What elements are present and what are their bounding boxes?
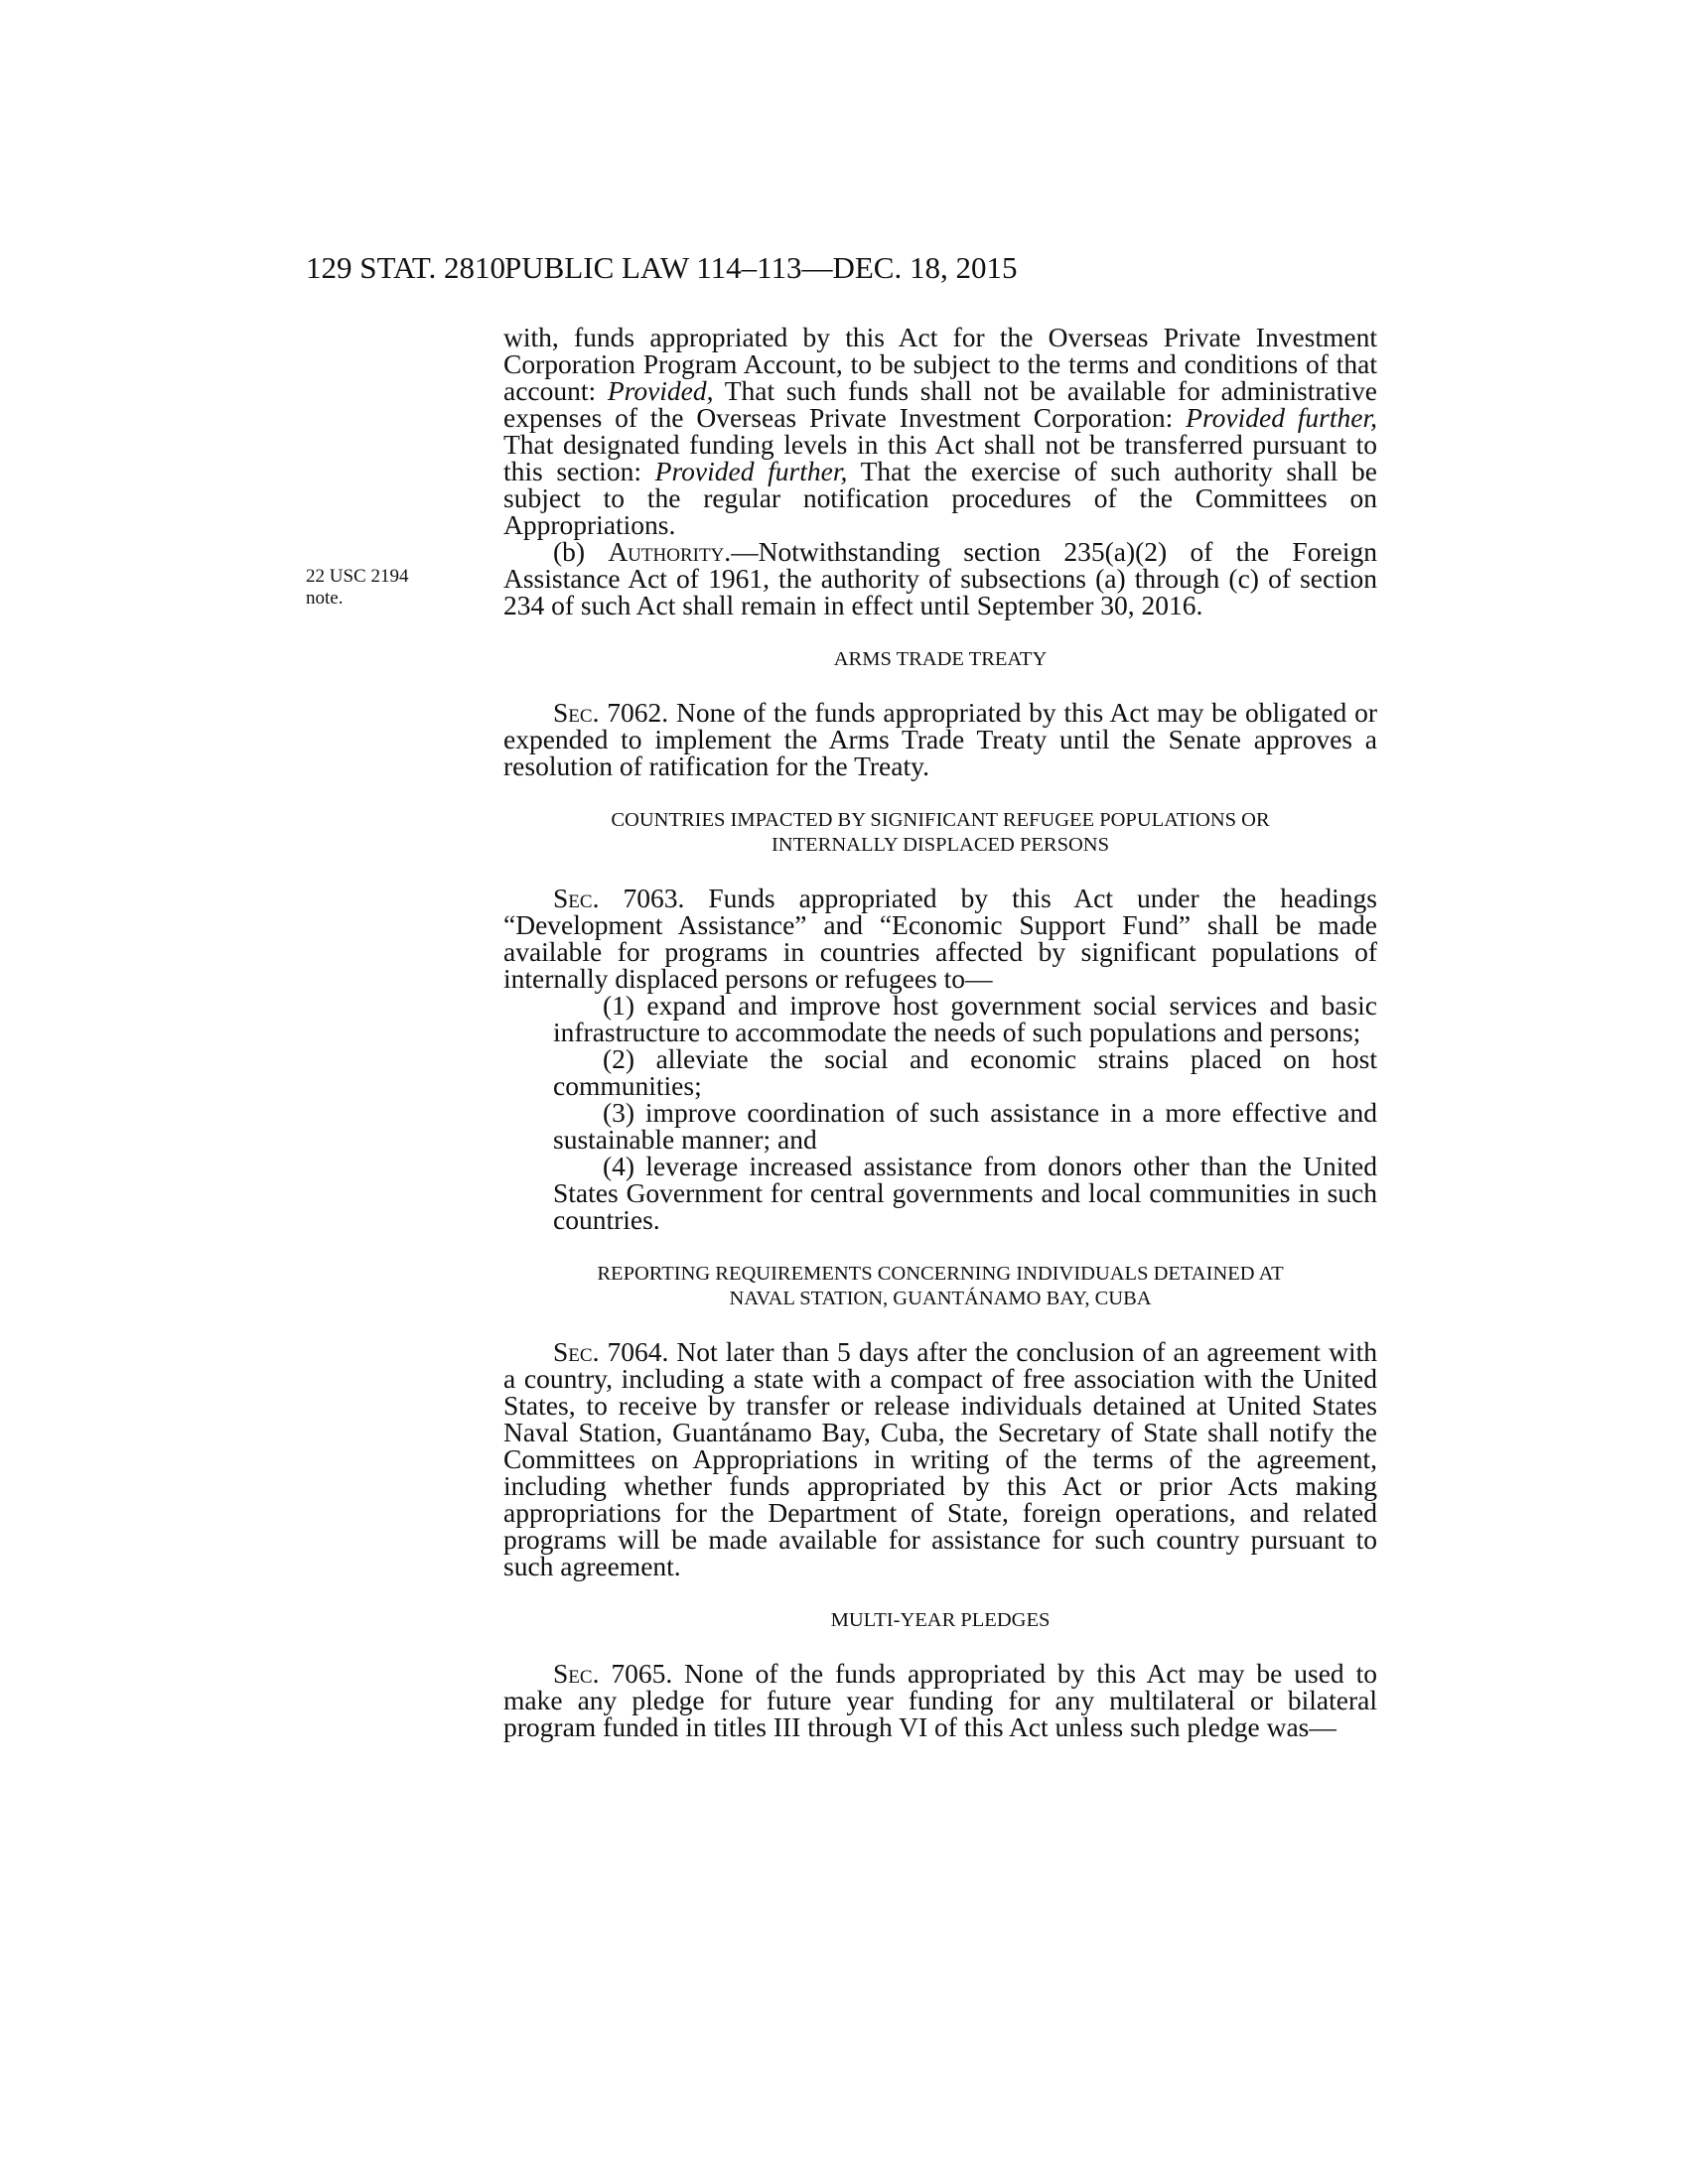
section-text: . 7065. None of the funds appropriated by this Act may be used to make any pledge for future year funding for any multilateral or bilateral program funded in titles III through VI of this Act unless such pledge was—	[503, 1658, 1377, 1742]
section-text: . 7063. Funds appropriated by this Act under the headings “Development Assistance” and “Economic Support Fund” shall be made available for programs in countries affected by significant populations of internally displaced persons or refugees to—	[503, 883, 1377, 994]
page-header	[306, 248, 1219, 288]
paragraph-label: (b)	[553, 536, 609, 567]
section-heading-7063	[503, 808, 1377, 858]
paragraph-text: That such funds shall not be available for administrative expenses of the Overseas Private Investment Corporation:	[503, 375, 1377, 433]
heading-line: NAVAL STATION, GUANTÁNAMO BAY, CUBA	[729, 1288, 1152, 1309]
section-7064	[503, 1338, 1377, 1579]
paragraph-caption: Authority	[608, 536, 725, 567]
sec-label: Sec	[553, 883, 593, 913]
paragraph-text: That designated funding levels in this Act shall not be transferred pursuant to this section:	[503, 429, 1377, 486]
heading-line: REPORTING REQUIREMENTS CONCERNING INDIVIDUALS DETAINED AT	[597, 1263, 1284, 1285]
provided-proviso: Provided,	[607, 375, 714, 406]
margin-note-line-2: note.	[306, 588, 344, 609]
margin-note	[306, 566, 435, 610]
paragraph-text: with, funds appropriated by this Act for the Overseas Private Investment Corporation Program Account, to be subject to the terms and conditions of that account:	[503, 322, 1377, 406]
sec-label: Sec	[553, 1336, 593, 1367]
paragraph-b-authority	[503, 538, 1377, 618]
paragraph-text: That the exercise of such authority shall be subject to the regular notification procedures of the Committees on Appropriations.	[503, 456, 1378, 540]
list-item: (3) improve coordination of such assistance in a more effective and sustainable manner; and	[553, 1097, 1377, 1155]
section-7062	[503, 699, 1377, 779]
paragraph-text: .—Notwithstanding section 235(a)(2) of the Foreign Assistance Act of 1961, the authority of subsections (a) through (c) of section 234 of such Act shall remain in effect until September 30, 2016.	[503, 536, 1377, 620]
sec-label: Sec	[553, 697, 593, 728]
section-heading-7064	[503, 1262, 1377, 1311]
public-law-title: PUBLIC LAW 114–113—DEC. 18, 2015	[504, 250, 1018, 285]
section-heading-7065: MULTI-YEAR PLEDGES	[830, 1609, 1051, 1631]
list-item: (1) expand and improve host government social services and basic infrastructure to accommodate the needs of such populations and persons;	[553, 990, 1377, 1047]
section-heading-7062: ARMS TRADE TREATY	[833, 648, 1048, 670]
document-body	[503, 324, 1377, 1740]
provided-further-proviso: Provided further,	[1186, 402, 1378, 433]
sec-label: Sec	[553, 1658, 593, 1689]
section-text: . 7062. None of the funds appropriated by this Act may be obligated or expended to implement the Arms Trade Treaty until the Senate approves a resolution of ratification for the Treaty.	[503, 697, 1377, 781]
section-7065	[503, 1660, 1377, 1740]
provided-further-proviso: Provided further,	[654, 456, 848, 486]
margin-note-line-1: 22 USC 2194	[306, 566, 409, 587]
section-text: . 7064. Not later than 5 days after the conclusion of an agreement with a country, including a state with a compact of free association with the United States, to receive by transfer or release individuals detained at United States Naval Station, Guantánamo Bay, Cuba, the Secretary of State shall notify the Committees on Appropriations in writing of the terms of the agreement, including whether funds appropriated by this Act or prior Acts making appropriations for the Department of State, foreign operations, and related programs will be made available for assistance for such country pursuant to such agreement.	[503, 1336, 1377, 1581]
list-item: (4) leverage increased assistance from donors other than the United States Government for central governments and local communities in such countries.	[553, 1151, 1377, 1235]
list-item: (2) alleviate the social and economic strains placed on host communities;	[553, 1043, 1377, 1101]
heading-line: INTERNALLY DISPLACED PERSONS	[771, 834, 1109, 856]
heading-line: COUNTRIES IMPACTED BY SIGNIFICANT REFUGEE POPULATIONS OR	[611, 809, 1270, 831]
paragraph-a-continuation	[503, 324, 1377, 538]
statute-citation: 129 STAT. 2810	[306, 250, 506, 285]
section-7063	[503, 885, 1377, 992]
